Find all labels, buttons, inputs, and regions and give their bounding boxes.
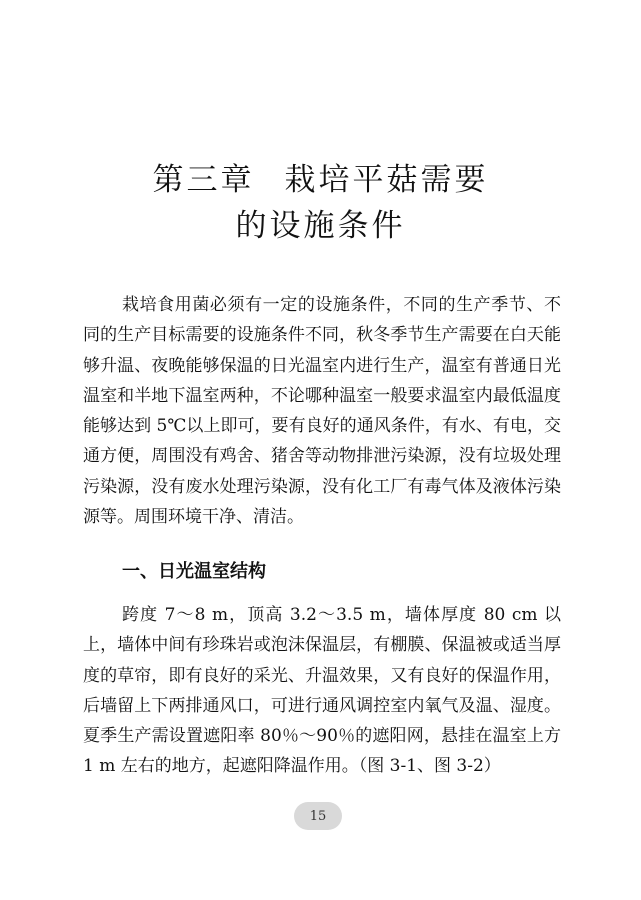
chapter-number: 第三章 [152,162,255,198]
chapter-title-line-1 [0,154,641,199]
intro-paragraph: 栽培食用菌必须有一定的设施条件，不同的生产季节、不同的生产目标需要的设施条件不同，秋冬季节生产需要在白天能够升温、夜晚能够保温的日光温室内进行生产，温室有普通日光温室和半地下温室两种，不论哪种温室一般要求温室内最低温度能够达到 5℃以上即可，要有良好的通风条件，有水、有电，交通方便，周围没有鸡舍、猪舍等动物排泄污染源，没有垃圾处理污染源，没有废水处理污染源，没有化工厂有毒气体及液体污染源等。周围环境干净、清洁。 [83,295,561,528]
chapter-title-text: 栽培平菇需要 [284,162,489,198]
chapter-title-line-2: 的设施条件 [235,208,406,244]
section-paragraph: 跨度 7～8 m，顶高 3.2～3.5 m，墙体厚度 80 cm 以上，墙体中间有珍珠岩或泡沫保温层，有棚膜、保温被或适当厚度的草帘，即有良好的采光、升温效果，又有良好的保温作用，后墙留上下两排通风口，可进行通风调控室内氧气及温、湿度。夏季生产需设置遮阳率 80％～90％的遮阳网，悬挂在温室上方 1 m 左右的地方，起遮阳降温作用。（图 3-1、图 3-2） [83,605,561,777]
section-heading: 一、日光温室结构 [122,561,266,582]
page-number-badge [294,802,342,830]
page-number: 15 [309,808,327,824]
